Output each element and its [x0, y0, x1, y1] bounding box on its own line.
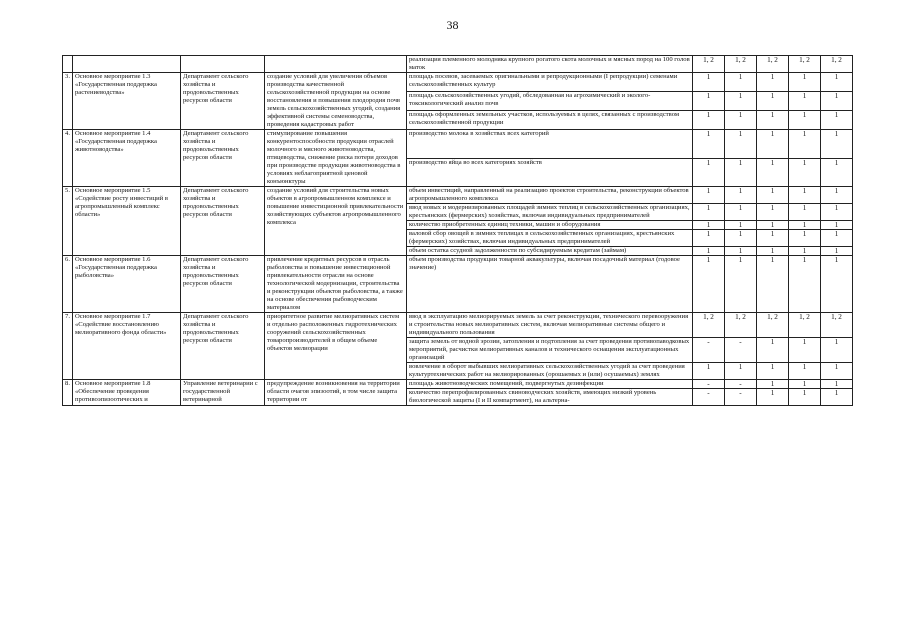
year-value: 1 [693, 204, 725, 221]
year-value: 1, 2 [789, 313, 821, 338]
year-value: 1 [693, 256, 725, 313]
year-value: - [725, 389, 757, 406]
year-value: 1 [693, 363, 725, 380]
year-value: 1, 2 [821, 313, 853, 338]
year-value: 1 [789, 247, 821, 256]
year-value: 1 [789, 338, 821, 363]
year-value: 1 [821, 204, 853, 221]
year-value: 1 [725, 204, 757, 221]
year-value: - [693, 389, 725, 406]
year-value: 1, 2 [757, 56, 789, 73]
year-value: 1 [693, 130, 725, 159]
year-value: - [693, 338, 725, 363]
event-name: Основное мероприятие 1.6 «Государственная поддержка рыболовства» [73, 256, 181, 313]
indicator-text: ввод новых и модернизированных площадей зимних теплиц в сельскохозяйственных организациях, крестьянских (фермерских) хозяйствах, включая индивидуальных предпринимателей [407, 204, 693, 221]
year-value: 1 [821, 92, 853, 111]
year-value: 1 [789, 92, 821, 111]
row-number: 7. [63, 313, 73, 380]
row-number [63, 56, 73, 73]
indicator-text: вовлечение в оборот выбывших мелиоративных сельскохозяйственных угодий за счет проведения культуртехнических работ на мелиорированных (орошаемых и (или) осушаемых) землях [407, 363, 693, 380]
year-value: 1 [789, 187, 821, 204]
year-value: 1 [789, 130, 821, 159]
program-table [62, 55, 853, 406]
goal-text: привлечение кредитных ресурсов в отрасль рыболовства и повышение инвестиционной привлекательности отрасли на основе технологической модернизации, строительства и реконструкции объектов рыболовства, а также на основе обеспечения рыбоводческим материалом [265, 256, 407, 313]
event-name: Основное мероприятие 1.3 «Государственная поддержка растениеводства» [73, 73, 181, 130]
year-value: 1 [757, 230, 789, 247]
year-value: - [725, 338, 757, 363]
year-value: 1, 2 [693, 56, 725, 73]
indicator-text: объем остатка ссудной задолженности по субсидируемым кредитам (займам) [407, 247, 693, 256]
year-value: 1 [789, 256, 821, 313]
indicator-text: площадь животноводческих помещений, подвергнутых дезинфекции [407, 380, 693, 389]
executor-name [181, 56, 265, 73]
year-value: 1 [693, 230, 725, 247]
year-value: 1 [821, 158, 853, 187]
year-value: 1, 2 [821, 56, 853, 73]
indicator-text: площадь сельскохозяйственных угодий, обследованная на агрохимический и эколого-токсикологический анализ почв [407, 92, 693, 111]
indicator-text: площадь посевов, засеваемых оригинальными и репродукционными (I репродукции) семенами сельскохозяйственных культур [407, 73, 693, 92]
year-value: 1 [725, 187, 757, 204]
table-row [63, 187, 853, 204]
year-value: 1 [821, 187, 853, 204]
indicator-text: объем инвестиций, направленный на реализацию проектов строительства, реконструкции объектов агропромышленного комплекса [407, 187, 693, 204]
year-value: 1 [821, 338, 853, 363]
executor-name: Департамент сельского хозяйства и продовольственных ресурсов области [181, 130, 265, 187]
indicator-text: реализация племенного молодняка крупного рогатого скота молочных и мясных пород на 100 голов маток [407, 56, 693, 73]
event-name [73, 56, 181, 73]
indicator-text: валовой сбор овощей в зимних теплицах в сельскохозяйственных организациях, крестьянских (фермерских) хозяйствах, включая индивидуальных предпринимателей [407, 230, 693, 247]
indicator-text: производство молока в хозяйствах всех категорий [407, 130, 693, 159]
event-name: Основное мероприятие 1.4 «Государственная поддержка животноводства» [73, 130, 181, 187]
year-value: 1 [821, 389, 853, 406]
row-number: 5. [63, 187, 73, 256]
year-value: 1 [757, 111, 789, 130]
table-row [63, 313, 853, 338]
year-value: 1 [757, 187, 789, 204]
year-value: 1 [725, 230, 757, 247]
year-value: 1 [821, 221, 853, 230]
indicator-text: защита земель от водной эрозии, затопления и подтопления за счет проведения противопаводковых мероприятий, расчистки мелиоративных каналов и технического оснащения эксплуатационных организаций [407, 338, 693, 363]
year-value: 1 [757, 204, 789, 221]
row-number: 3. [63, 73, 73, 130]
goal-text: приоритетное развитие мелиоративных систем и отдельно расположенных гидротехнических сооружений сельскохозяйственных товаропроизводителей в общем объеме объектов мелиорации [265, 313, 407, 380]
indicator-text: объем производства продукции товарной аквакультуры, включая посадочный материал (годовое значение) [407, 256, 693, 313]
executor-name: Департамент сельского хозяйства и продовольственных ресурсов области [181, 313, 265, 380]
year-value: 1 [757, 338, 789, 363]
table-row [63, 256, 853, 313]
executor-name: Управление ветеринарии с государственной ветеринарной [181, 380, 265, 406]
year-value: 1 [725, 130, 757, 159]
year-value: 1 [757, 158, 789, 187]
event-name: Основное мероприятие 1.8 «Обеспечение проведения противоэпизоотических и [73, 380, 181, 406]
year-value: 1 [693, 73, 725, 92]
year-value: 1 [789, 363, 821, 380]
year-value: 1 [725, 256, 757, 313]
indicator-text: количество перепрофилированных свиноводческих хозяйств, имеющих низкий уровень биологической защиты (I и II компартмент), на альтерна- [407, 389, 693, 406]
year-value: 1 [821, 380, 853, 389]
year-value: 1 [789, 111, 821, 130]
year-value: 1 [693, 158, 725, 187]
year-value: 1 [757, 130, 789, 159]
year-value: 1 [725, 92, 757, 111]
year-value: 1, 2 [789, 56, 821, 73]
goal-text: создание условий для строительства новых объектов в агропромышленном комплексе и повышение инвестиционной привлекательности хозяйствующих субъектов агропромышленного комплекса [265, 187, 407, 256]
year-value: 1 [789, 204, 821, 221]
year-value: - [693, 380, 725, 389]
year-value: 1 [821, 363, 853, 380]
row-number: 8. [63, 380, 73, 406]
goal-text: стимулирование повышения конкурентоспособности продукции отраслей молочного и мясного животноводства, птицеводства, снижение риска потери доходов при производстве продукции животноводства в условиях неблагоприятной ценовой конъюнктуры [265, 130, 407, 187]
executor-name: Департамент сельского хозяйства и продовольственных ресурсов области [181, 187, 265, 256]
table-row [63, 380, 853, 389]
year-value: 1 [821, 230, 853, 247]
year-value: 1 [757, 256, 789, 313]
year-value: 1 [693, 92, 725, 111]
table-row [63, 56, 853, 73]
year-value: 1, 2 [757, 313, 789, 338]
executor-name: Департамент сельского хозяйства и продовольственных ресурсов области [181, 256, 265, 313]
row-number: 6. [63, 256, 73, 313]
year-value: 1 [757, 247, 789, 256]
indicator-text: производство яйца во всех категориях хозяйств [407, 158, 693, 187]
year-value: 1 [757, 380, 789, 389]
indicator-text: количество приобретенных единиц техники, машин и оборудования [407, 221, 693, 230]
year-value: 1 [693, 111, 725, 130]
year-value: 1, 2 [725, 313, 757, 338]
year-value: 1 [757, 221, 789, 230]
page-number: 38 [446, 18, 459, 32]
year-value: 1 [789, 380, 821, 389]
goal-text: предупреждение возникновения на территории области очагов эпизоотий, в том числе защита территории от [265, 380, 407, 406]
year-value: 1 [757, 73, 789, 92]
goal-text [265, 56, 407, 73]
year-value: 1 [821, 130, 853, 159]
year-value: 1 [789, 221, 821, 230]
row-number: 4. [63, 130, 73, 187]
year-value: 1 [757, 389, 789, 406]
year-value: 1 [821, 256, 853, 313]
year-value: 1 [693, 187, 725, 204]
indicator-text: ввод в эксплуатацию мелиорируемых земель за счет реконструкции, технического перевооружения и строительства новых мелиоративных систем, включая мелиоративные системы общего и индивидуального пользования [407, 313, 693, 338]
year-value: 1, 2 [693, 313, 725, 338]
year-value: 1 [725, 73, 757, 92]
year-value: 1 [725, 247, 757, 256]
year-value: 1 [725, 221, 757, 230]
year-value: 1 [789, 389, 821, 406]
year-value: 1 [757, 363, 789, 380]
executor-name: Департамент сельского хозяйства и продовольственных ресурсов области [181, 73, 265, 130]
year-value: 1 [693, 247, 725, 256]
year-value: - [725, 380, 757, 389]
year-value: 1 [693, 221, 725, 230]
goal-text: создание условий для увеличения объемов производства качественной сельскохозяйственной продукции на основе восстановления и повышения плодородия почв земель сельскохозяйственных угодий, создания эффективной системы семеноводства, проведения кадастровых работ [265, 73, 407, 130]
year-value: 1 [821, 111, 853, 130]
year-value: 1 [725, 158, 757, 187]
event-name: Основное мероприятие 1.7 «Содействие восстановлению мелиоративного фонда области» [73, 313, 181, 380]
indicator-text: площадь оформленных земельных участков, используемых в целях, связанных с производством сельскохозяйственной продукции [407, 111, 693, 130]
year-value: 1 [789, 73, 821, 92]
year-value: 1 [789, 158, 821, 187]
year-value: 1 [821, 247, 853, 256]
year-value: 1, 2 [725, 56, 757, 73]
year-value: 1 [725, 363, 757, 380]
year-value: 1 [821, 73, 853, 92]
year-value: 1 [757, 92, 789, 111]
table-row [63, 73, 853, 92]
year-value: 1 [725, 111, 757, 130]
event-name: Основное мероприятие 1.5 «Содействие росту инвестиций в агропромышленный комплекс области» [73, 187, 181, 256]
table-row [63, 130, 853, 159]
year-value: 1 [789, 230, 821, 247]
